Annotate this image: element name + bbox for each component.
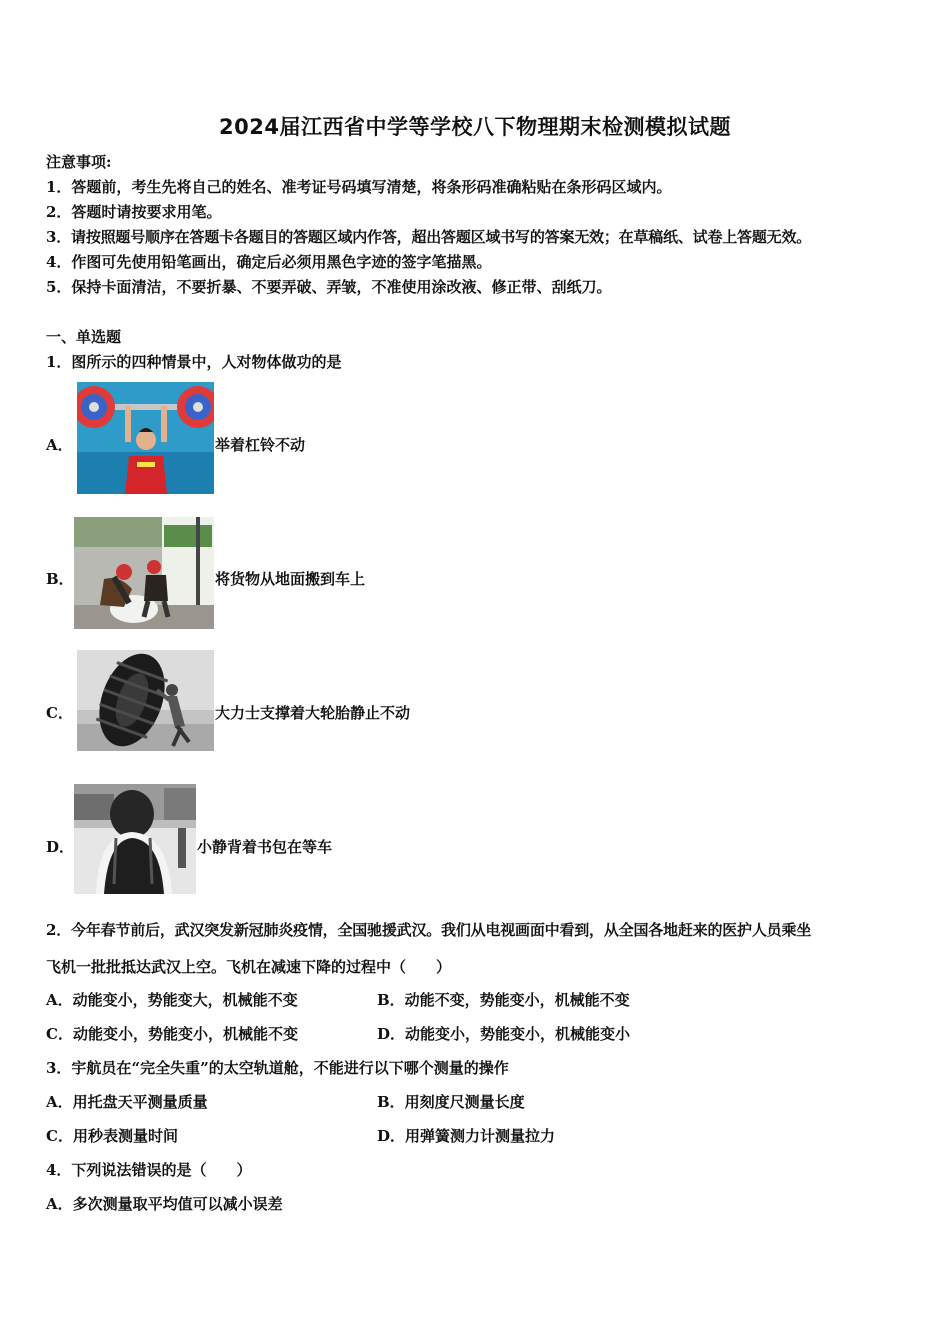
notes-heading: 注意事项: xyxy=(46,153,112,171)
q2-option-b: B．动能不变，势能变小，机械能不变 xyxy=(377,991,630,1009)
q1-option-d-label: D． xyxy=(46,838,75,856)
q2-option-d: D．动能变小，势能变小，机械能变小 xyxy=(377,1025,631,1043)
q1-option-a-label: A． xyxy=(46,436,73,454)
q4-option-a: A．多次测量取平均值可以减小误差 xyxy=(46,1195,283,1213)
note-item: 2．答题时请按要求用笔。 xyxy=(46,203,222,221)
weightlifter-image xyxy=(77,382,214,494)
q1-option-c-label: C． xyxy=(46,704,73,722)
q3-option-d: D．用弹簧测力计测量拉力 xyxy=(377,1127,556,1145)
q1-option-c-text: 大力士支撑着大轮胎静止不动 xyxy=(215,704,411,722)
q1-option-a-text: 举着杠铃不动 xyxy=(215,436,306,454)
page-title: 2024届江西省中学等学校八下物理期末检测模拟试题 xyxy=(219,115,731,139)
question-2-stem-cont: 飞机一批批抵达武汉上空。飞机在减速下降的过程中（ ） xyxy=(46,958,452,976)
note-item: 5．保持卡面清洁，不要折暴、不要弄破、弄皱，不准使用涂改液、修正带、刮纸刀。 xyxy=(46,278,612,296)
question-4-stem: 4．下列说法错误的是（ ） xyxy=(46,1161,252,1179)
q1-option-d-text: 小静背着书包在等车 xyxy=(197,838,333,856)
question-2-stem: 2．今年春节前后，武汉突发新冠肺炎疫情，全国驰援武汉。我们从电视画面中看到，从全国各地赶来的医护人员乘坐 xyxy=(46,921,812,939)
backpack-image xyxy=(74,784,196,894)
section-heading: 一、单选题 xyxy=(46,328,122,346)
q3-option-c: C．用秒表测量时间 xyxy=(46,1127,178,1145)
q2-option-c: C．动能变小，势能变小，机械能不变 xyxy=(46,1025,298,1043)
q1-option-b-text: 将货物从地面搬到车上 xyxy=(215,570,366,588)
moving-goods-image xyxy=(74,517,214,629)
q3-option-a: A．用托盘天平测量质量 xyxy=(46,1093,208,1111)
q1-option-b-label: B． xyxy=(46,570,74,588)
tire-image xyxy=(77,650,214,751)
note-item: 3．请按照题号顺序在答题卡各题目的答题区域内作答，超出答题区域书写的答案无效；在草稿纸、试卷上答题无效。 xyxy=(46,228,812,246)
q3-option-b: B．用刻度尺测量长度 xyxy=(377,1093,525,1111)
note-item: 1．答题前，考生先将自己的姓名、准考证号码填写清楚，将条形码准确粘贴在条形码区域内。 xyxy=(46,178,672,196)
q2-option-a: A．动能变小，势能变大，机械能不变 xyxy=(46,991,298,1009)
question-1-stem: 1．图所示的四种情景中，人对物体做功的是 xyxy=(46,353,342,371)
note-item: 4．作图可先使用铅笔画出，确定后必须用黑色字迹的签字笔描黑。 xyxy=(46,253,492,271)
question-3-stem: 3．宇航员在“完全失重”的太空轨道舱，不能进行以下哪个测量的操作 xyxy=(46,1059,509,1077)
